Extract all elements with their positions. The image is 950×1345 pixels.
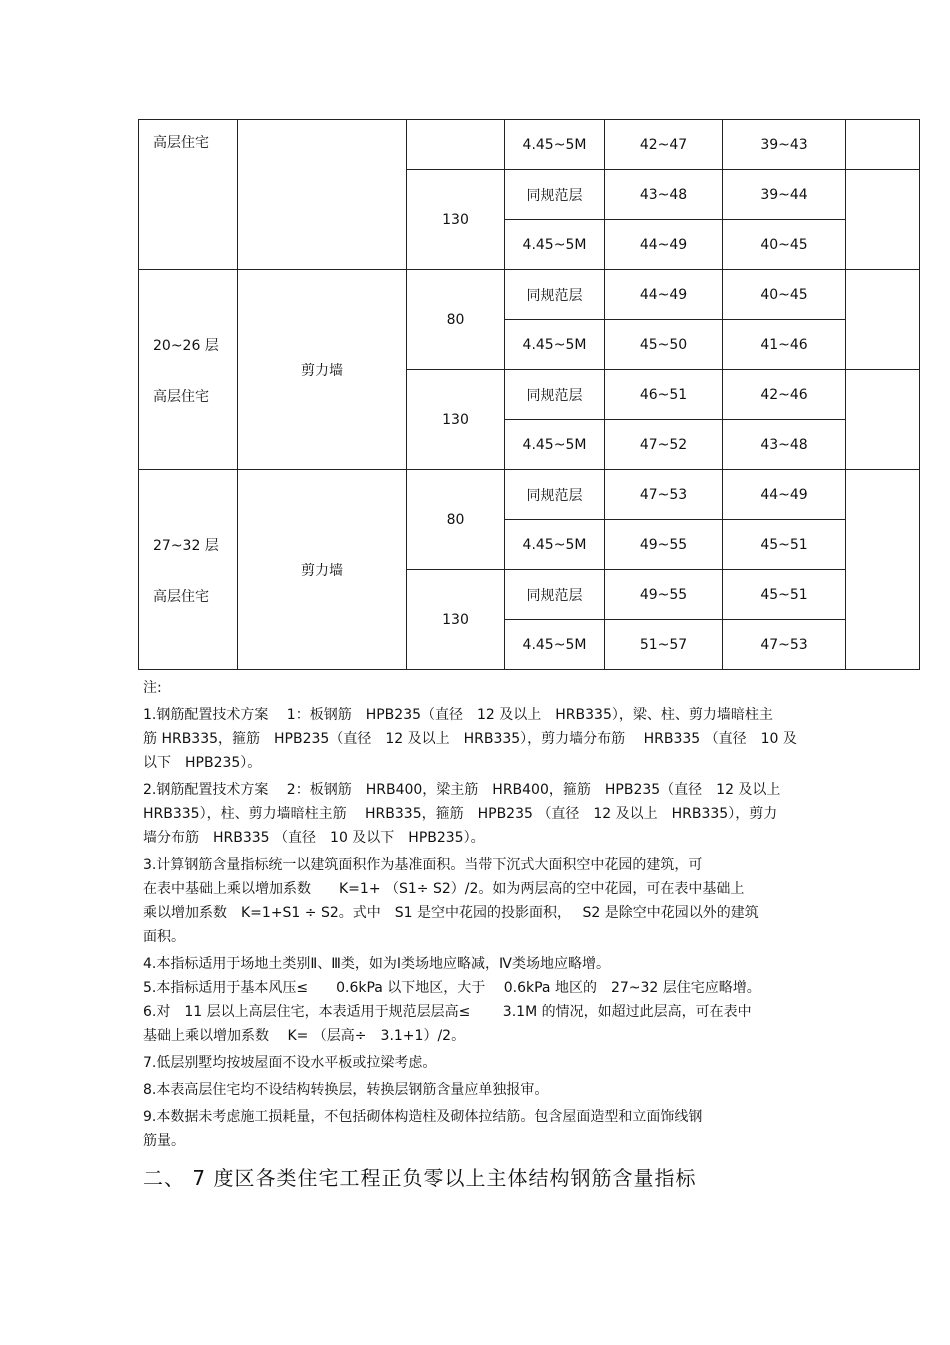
rebar-index-table (138, 119, 920, 670)
empty-cell (846, 470, 920, 670)
floor-height-cell: 4.45~5M (505, 220, 605, 270)
empty-cell (846, 370, 920, 470)
structure-cell: 剪力墙 (238, 270, 407, 470)
table-row (139, 470, 920, 520)
table-row (139, 120, 920, 170)
value-cell: 44~49 (605, 270, 723, 320)
value-cell: 43~48 (605, 170, 723, 220)
note-item: 7.低层别墅均按坡屋面不设水平板或拉梁考虑。 (143, 1055, 437, 1071)
note-item: 8.本表高层住宅均不设结构转换层，转换层钢筋含量应单独报审。 (143, 1082, 549, 1098)
note-item: 2.钢筋配置技术方案 2：板钢筋 HRB400，梁主筋 HRB400，箍筋 HPB235（直径 12 及以上 HRB335），柱、剪力墙暗柱主筋 HRB335，箍筋 HPB235 （直径 12 及以上 HRB335），剪力 墙分布筋 HRB335 （直径 10 及以下 HPB235）。 (143, 782, 781, 846)
value-cell: 49~55 (605, 570, 723, 620)
note-item: 5.本指标适用于基本风压≤ 0.6kPa 以下地区，大于 0.6kPa 地区的 27~32 层住宅应略增。 (143, 980, 761, 996)
note-item: 9.本数据未考虑施工损耗量，不包括砌体构造柱及砌体拉结筋。包含屋面造型和立面饰线钢 筋量。 (143, 1109, 703, 1149)
thickness-cell (407, 120, 505, 170)
floor-height-cell: 4.45~5M (505, 320, 605, 370)
building-type-cell: 27~32 层 高层住宅 (139, 470, 238, 670)
value-cell: 47~53 (723, 620, 846, 670)
value-cell: 51~57 (605, 620, 723, 670)
value-cell: 49~55 (605, 520, 723, 570)
value-cell: 47~53 (605, 470, 723, 520)
floor-height-cell: 同规范层 (505, 370, 605, 420)
thickness-cell: 130 (407, 170, 505, 270)
value-cell: 45~50 (605, 320, 723, 370)
value-cell: 44~49 (605, 220, 723, 270)
value-cell: 44~49 (723, 470, 846, 520)
value-cell: 40~45 (723, 270, 846, 320)
value-cell: 47~52 (605, 420, 723, 470)
value-cell: 42~46 (723, 370, 846, 420)
value-cell: 45~51 (723, 570, 846, 620)
note-item: 4.本指标适用于场地土类别Ⅱ、Ⅲ类，如为Ⅰ类场地应略减，Ⅳ类场地应略增。 (143, 956, 610, 972)
empty-cell (846, 170, 920, 270)
structure-cell (238, 120, 407, 270)
floor-height-cell: 4.45~5M (505, 520, 605, 570)
table-row (139, 270, 920, 320)
floor-height-cell: 4.45~5M (505, 420, 605, 470)
thickness-cell: 80 (407, 470, 505, 570)
empty-cell (846, 270, 920, 370)
note-item: 1.钢筋配置技术方案 1：板钢筋 HPB235（直径 12 及以上 HRB335），梁、柱、剪力墙暗柱主 筋 HRB335，箍筋 HPB235（直径 12 及以上 HRB335），剪力墙分布筋 HRB335 （直径 10 及 以下 HPB235）。 (143, 707, 797, 771)
thickness-cell: 130 (407, 370, 505, 470)
value-cell: 40~45 (723, 220, 846, 270)
value-cell: 45~51 (723, 520, 846, 570)
value-cell: 43~48 (723, 420, 846, 470)
empty-cell (846, 120, 920, 170)
value-cell: 42~47 (605, 120, 723, 170)
thickness-cell: 130 (407, 570, 505, 670)
floor-height-cell: 4.45~5M (505, 620, 605, 670)
note-item: 3.计算钢筋含量指标统一以建筑面积作为基准面积。当带下沉式大面积空中花园的建筑，可 在表中基础上乘以增加系数 K=1+ （S1÷ S2）/2。如为两层高的空中花园，可在表中基础上 乘以增加系数 K=1+S1 ÷ S2。式中 S1 是空中花园的投影面积， S2 是除空中花园以外的建筑 面积。 (143, 857, 759, 945)
building-type-cell: 高层住宅 (139, 120, 238, 270)
building-type-cell: 20~26 层 高层住宅 (139, 270, 238, 470)
floor-height-cell: 4.45~5M (505, 120, 605, 170)
notes-section (143, 676, 823, 1153)
section-title: 二、 7 度区各类住宅工程正负零以上主体结构钢筋含量指标 (143, 1166, 697, 1190)
note-item: 6.对 11 层以上高层住宅，本表适用于规范层层高≤ 3.1M 的情况，如超过此层高，可在表中 基础上乘以增加系数 K= （层高÷ 3.1+1）/2。 (143, 1004, 752, 1044)
thickness-cell: 80 (407, 270, 505, 370)
value-cell: 41~46 (723, 320, 846, 370)
floor-height-cell: 同规范层 (505, 170, 605, 220)
value-cell: 39~43 (723, 120, 846, 170)
floor-height-cell: 同规范层 (505, 270, 605, 320)
floor-height-cell: 同规范层 (505, 470, 605, 520)
notes-heading: 注: (143, 680, 162, 696)
structure-cell: 剪力墙 (238, 470, 407, 670)
value-cell: 46~51 (605, 370, 723, 420)
value-cell: 39~44 (723, 170, 846, 220)
floor-height-cell: 同规范层 (505, 570, 605, 620)
